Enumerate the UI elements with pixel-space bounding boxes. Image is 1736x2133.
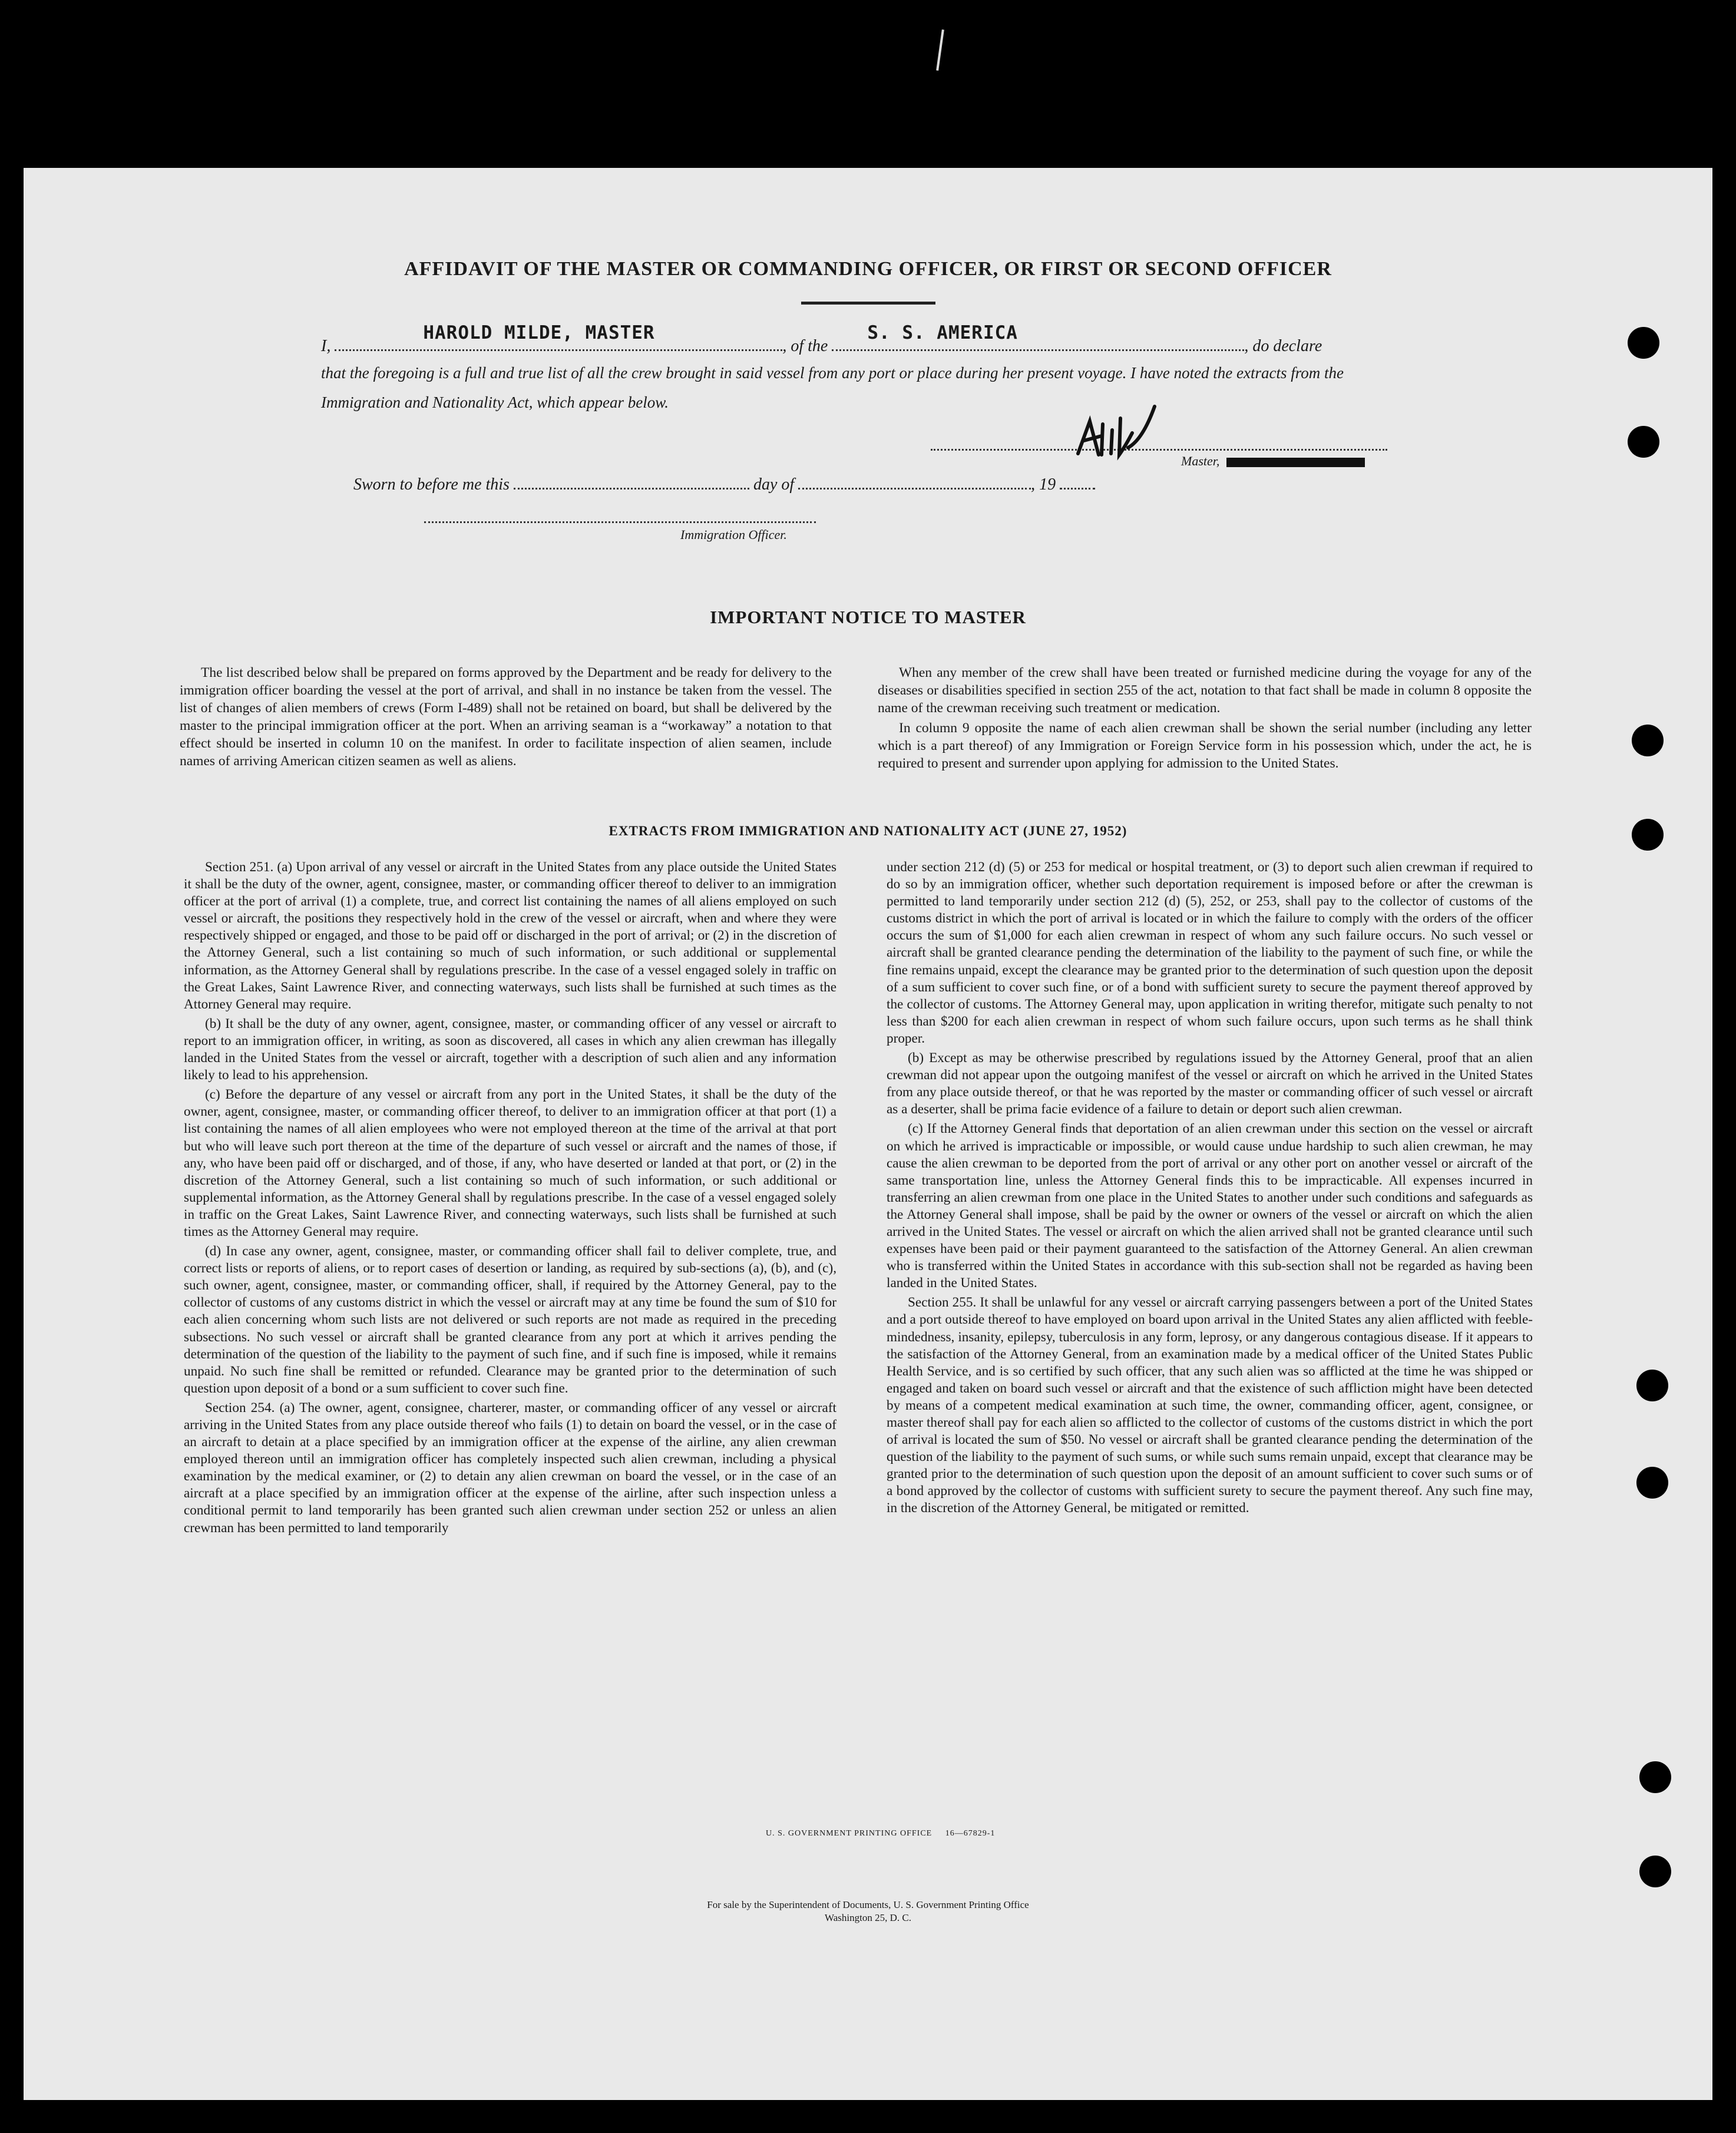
signature-caption: Master, (1181, 454, 1365, 469)
notice-right-paragraph-1: When any member of the crew shall have been treated or furnished medicine during the voyage for any of the diseases or disabilities specified in section 255 of the act, notation to that fact shall be made in column 8 opposite the name of the crewman receiving such treatment or medication. (878, 665, 1532, 716)
sworn-year-field (1060, 471, 1095, 490)
extracts-right-column (887, 859, 1533, 1520)
punch-hole (1632, 725, 1664, 756)
declarant-line (321, 322, 1322, 356)
sworn-month-field (798, 471, 1031, 490)
day-of-label: day of (753, 475, 795, 494)
i-label: I, (321, 337, 331, 355)
of-the-label: , of the (782, 337, 828, 355)
section-254-b: (b) Except as may be otherwise prescribed by regulations issued by the Attorney General, proof that an alien crewman did not appear upon the outgoing manifest of the vessel or aircraft on which he arrived in the United States from any place outside thereof, or that he was reported by the master or commanding officer of such vessel or aircraft as a deserter, shall be prima facie evidence of a failure to detain or deport such alien crewman. (887, 1050, 1533, 1117)
punch-hole (1639, 1761, 1671, 1793)
punch-hole (1639, 1856, 1671, 1887)
sale-line-1: For sale by the Superintendent of Documents, U. S. Government Printing Office (707, 1899, 1029, 1910)
section-254-a-continued: under section 212 (d) (5) or 253 for medical or hospital treatment, or (3) to deport such alien crewman if required to do so by an immigration officer, whether such deportation requirement is imposed before or after the crewman is permitted to land temporarily under section 212 (d) (5), 252, or 253, shall pay to the collector of customs of the customs district in which the port of arrival is located or in which the failure to comply with the orders of the officer occurs the sum of $1,000 for each alien crewman in respect of whom any such failure occurs. No such vessel or aircraft shall be granted clearance pending the determination of the liability to the payment of such fine, or while the fine remains unpaid, except the clearance may be granted prior to the determination of such question upon the deposit of a sum sufficient to cover such fine, or of a bond with sufficient surety to secure the payment thereof approved by the collector of customs. The Attorney General may, upon application in writing therefor, mitigate such penalty to not less than $200 for each alien crewman in respect of whom such failure occurs, upon such terms as he shall think proper. (887, 859, 1533, 1046)
sale-line-2: Washington 25, D. C. (825, 1912, 911, 1923)
section-251-a: Section 251. (a) Upon arrival of any vessel or aircraft in the United States from any place outside the United States it shall be the duty of the owner, agent, consignee, master, or commanding officer thereof to deliver to an immigration officer at the port of arrival (1) a complete, true, and correct list containing the names of all aliens employed on such vessel or aircraft, the positions they respectively hold in the crew of the vessel or aircraft, when and where they were respectively shipped or engaged, and those to be paid off or discharged in the port of arrival; or (2) in the discretion of the Attorney General, such a list containing so much of such information, or such additional or supplemental information, as the Attorney General shall by regulations prescribe. In the case of a vessel engaged solely in traffic on the Great Lakes, Saint Lawrence River, and connecting waterways, such lists shall be furnished at such times as the Attorney General may require. (184, 859, 836, 1012)
declare-label: , do declare (1244, 337, 1322, 355)
notice-title: IMPORTANT NOTICE TO MASTER (710, 607, 1026, 627)
section-255: Section 255. It shall be unlawful for any vessel or aircraft carrying passengers between a port of the United States and a port outside thereof to have employed on board upon arrival in the United States any alien afflicted with feeble-mindedness, insanity, epilepsy, tuberculosis in any form, leprosy, or any dangerous contagious disease. If it appears to the satisfaction of the Attorney General, from an examination made by a medical officer of the United States Public Health Service, and is so certified by such officer, that any such alien was so afflicted at the time he was shipped or engaged and taken on board such vessel or aircraft and that the existence of such affliction might have been detected by means of a competent medical examination at such time, the owner, commanding officer, agent, consignee, or master thereof shall pay for each alien so afflicted to the collector of customs of the customs district in which the port of arrival is located the sum of $50. No vessel or aircraft shall be granted clearance pending the determination of the question of the liability to the payment of such sums, or while such sums remain unpaid, except that clearance may be granted prior to the determination of such question upon the deposit of an amount sufficient to cover such sums or of a bond approved by the collector of customs with sufficient surety to secure the payment thereof. Any such fine may, in the discretion of the Attorney General, be mitigated or remitted. (887, 1295, 1533, 1516)
signature (1066, 389, 1196, 471)
scan-mark (936, 29, 944, 71)
section-254-c: (c) If the Attorney General finds that deportation of an alien crewman under this section on the vessel or aircraft on which he arrived is impracticable or impossible, or would cause undue hardship to such alien crewman, he may cause the alien crewman to be deported from the port of arrival or any other port on another vessel or aircraft of the same transportation line, unless the Attorney General finds this to be impracticable. All expenses incurred in transferring an alien crewman from one place in the United States to another under such conditions and safeguards as the Attorney General shall impose, shall be paid by the owner or owners of the vessel or aircraft on which the alien arrived in the United States. The vessel or aircraft on which the alien arrived shall not be granted clearance until such expenses have been paid or their payment guaranteed to the satisfaction of the Attorney General. An alien crewman who is transferred within the United States in accordance with this sub-section shall not be regarded as having been landed in the United States. (887, 1121, 1533, 1291)
punch-hole (1636, 1467, 1668, 1499)
extracts-left-column (184, 859, 836, 1539)
declaration-text: that the foregoing is a full and true list of all the crew brought in said vessel from any port or place during her present voyage. I have noted the extracts from the Immigration and Nationality Act, which appear below. (321, 364, 1344, 411)
sworn-day-field (514, 471, 749, 490)
sworn-line (353, 471, 1095, 494)
year-label: , 19 (1031, 475, 1056, 494)
notice-left-column (180, 664, 832, 772)
punch-hole (1628, 327, 1659, 359)
punch-hole (1636, 1370, 1668, 1401)
extracts-title: EXTRACTS FROM IMMIGRATION AND NATIONALITY ACT (JUNE 27, 1952) (609, 824, 1127, 838)
immigration-officer-line (424, 521, 816, 523)
notice-right-paragraph-2: In column 9 opposite the name of each alien crewman shall be shown the serial number (including any letter which is a part thereof) of any Immigration or Foreign Service form in his possession which, under the act, he is required to present and surrender upon applying for admission to the United States. (878, 720, 1532, 771)
notice-right-column (878, 664, 1532, 775)
master-name-field (335, 322, 782, 351)
notice-left-paragraph: The list described below shall be prepared on forms approved by the Department and be ready for delivery to the immigration officer boarding the vessel at the port of arrival, and shall in no instance be taken from the vessel. The list of changes of alien members of crews (Form I-489) shall not be retained on board, but shall be delivered by the master to the principal immigration officer at the port. When an arriving seaman is a “workaway” a notation to that effect should be inserted in column 10 on the manifest. In order to facilitate inspection of alien seamen, include names of arriving American citizen seamen as well as aliens. (180, 665, 832, 769)
punch-hole (1628, 426, 1659, 458)
section-251-d: (d) In case any owner, agent, consignee, master, or commanding officer shall fail to deliver complete, true, and correct lists or reports of aliens, or to report cases of desertion or landing, as required by sub-sections (a), (b), and (c), such owner, agent, consignee, master, or commanding officer, shall, if required by the Attorney General, pay to the collector of customs of any customs district in which the vessel or aircraft may at any time be found the sum of $10 for each alien concerning whom such lists are not delivered or such reports are not made as required in the preceding subsections. No such vessel or aircraft shall be granted clearance from any port at which it arrives pending the determination of the question of the liability to the payment of such fine, and if such fine is imposed, while it remains unpaid. No such fine shall be remitted or refunded. Clearance may be granted prior to the determination of such question upon deposit of a bond or a sum sufficient to cover such fine. (184, 1244, 836, 1396)
sworn-label: Sworn to before me this (353, 475, 510, 494)
section-251-c: (c) Before the departure of any vessel or aircraft from any port in the United States, it shall be the duty of the owner, agent, consignee, master, or commanding officer thereof, to deliver to an immigration officer at that port (1) a list containing the names of all alien employees who were not employed thereon at the time of the arrival at that port but who will leave such port thereon at the time of the departure of such vessel or aircraft and the names of those, if any, who have been paid off or discharged, and of those, if any, who have deserted or landed at that port, or (2) in the discretion of the Attorney General, such a list containing so much of such information, or such additional or supplemental information, as the Attorney General shall by regulations prescribe. In the case of a vessel engaged solely in traffic on the Great Lakes, Saint Lawrence River, and connecting waterways, such lists shall be furnished at such times as the Attorney General may require. (184, 1087, 836, 1239)
section-251-b: (b) It shall be the duty of any owner, agent, consignee, master, or commanding officer of any vessel or aircraft to report to an immigration officer, in writing, as soon as discovered, all cases in which any alien crewman has illegally landed in the United States from the vessel or aircraft, together with a description of such alien and any information likely to lead to his apprehension. (184, 1016, 836, 1083)
redaction-bar (1226, 458, 1365, 467)
printing-office-mark: U. S. GOVERNMENT PRINTING OFFICE 16—67829-1 (766, 1829, 996, 1838)
master-name-value: HAROLD MILDE, MASTER (423, 322, 655, 343)
title-rule (801, 302, 935, 305)
vessel-name-field (832, 322, 1244, 351)
immigration-officer-label: Immigration Officer. (680, 527, 787, 542)
vessel-name-value: S. S. AMERICA (867, 322, 1018, 343)
section-254-a: Section 254. (a) The owner, agent, consignee, charterer, master, or commanding officer of any vessel or aircraft arriving in the United States from any place outside thereof who fails (1) to detain on board the vessel, or in the case of an aircraft to detain at a place specified by an immigration officer at the expense of the airline, any alien crewman employed thereon until an immigration officer has completely inspected such alien crewman, including a physical examination by the medical examiner, or (2) to detain any alien crewman on board the vessel, or in the case of an aircraft at a place specified by an immigration officer at the expense of the airline, after such inspection unless a conditional permit to land temporarily has been granted such alien crewman under section 252 or unless an alien crewman has been permitted to land temporarily (184, 1400, 836, 1536)
affidavit-title: AFFIDAVIT OF THE MASTER OR COMMANDING OFFICER, OR FIRST OR SECOND OFFICER (404, 258, 1332, 280)
